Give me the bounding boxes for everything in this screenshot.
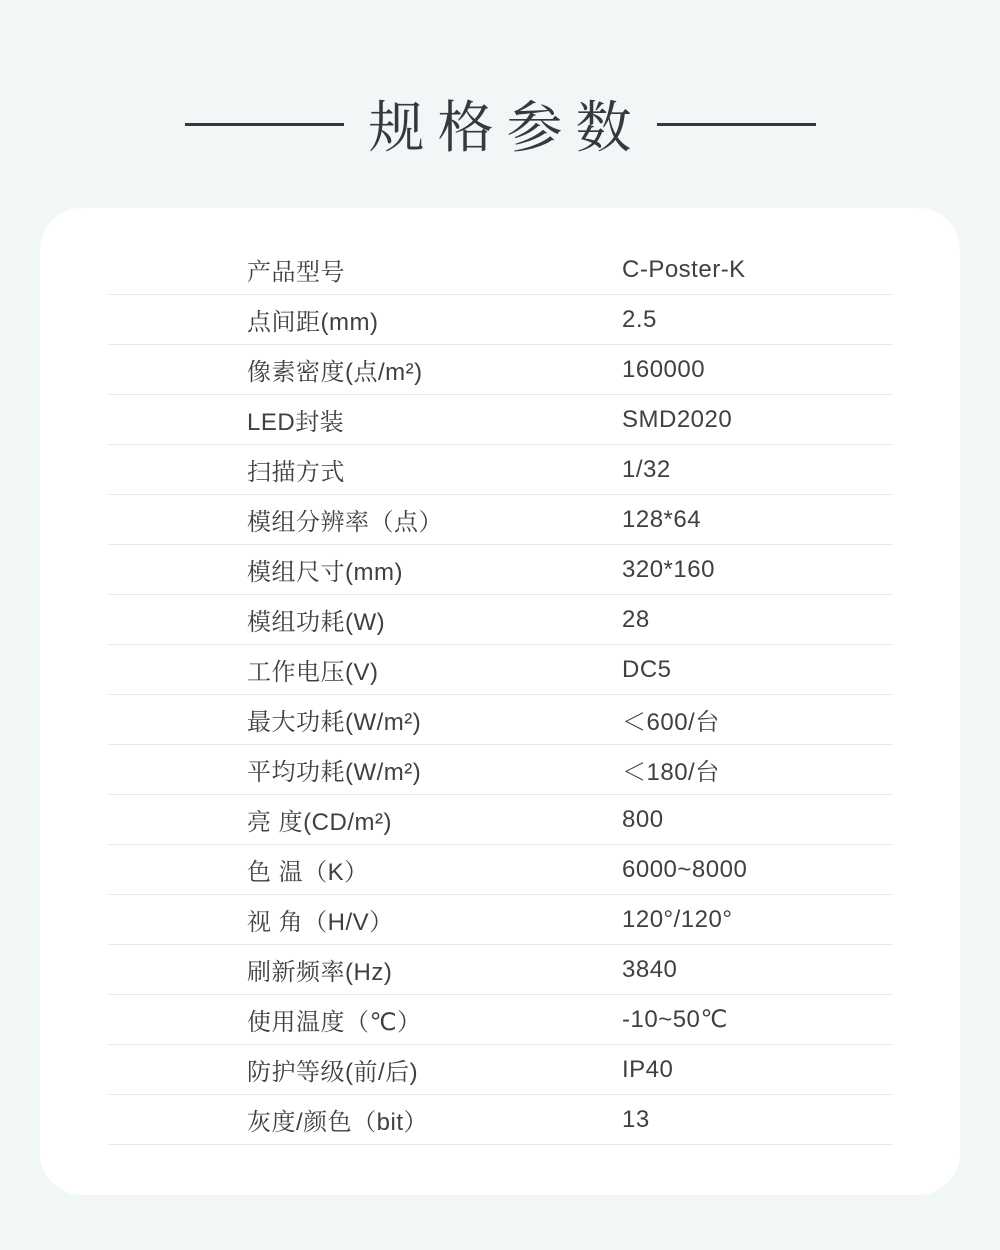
spec-label: 使用温度（℃） <box>247 1009 422 1036</box>
spec-row <box>108 1095 893 1145</box>
spec-label: 平均功耗(W/m²) <box>247 759 422 786</box>
spec-value: 6000~8000 <box>622 855 748 883</box>
spec-row <box>108 895 893 945</box>
spec-row <box>108 545 893 595</box>
spec-value: 1/32 <box>622 455 671 483</box>
spec-card <box>40 208 960 1195</box>
spec-row <box>108 945 893 995</box>
spec-row <box>108 295 893 345</box>
spec-row <box>108 695 893 745</box>
spec-value: 800 <box>622 805 664 833</box>
spec-value: IP40 <box>622 1055 674 1083</box>
title-left-dash <box>185 123 344 126</box>
spec-label: 视 角（H/V） <box>247 909 394 936</box>
spec-table <box>108 245 893 1145</box>
spec-value: 320*160 <box>622 555 715 583</box>
spec-row <box>108 995 893 1045</box>
spec-value: 160000 <box>622 355 706 383</box>
spec-value: -10~50℃ <box>622 1006 728 1033</box>
spec-row <box>108 595 893 645</box>
spec-row <box>108 245 893 295</box>
spec-label: 点间距(mm) <box>247 309 379 336</box>
spec-value: ＜600/台 <box>622 709 720 736</box>
spec-value: 2.5 <box>622 305 657 333</box>
spec-label: 刷新频率(Hz) <box>247 959 393 986</box>
spec-row <box>108 745 893 795</box>
spec-row <box>108 1045 893 1095</box>
spec-value: DC5 <box>622 655 672 683</box>
spec-label: 色 温（K） <box>247 859 369 886</box>
spec-label: LED封装 <box>247 409 345 436</box>
spec-row <box>108 845 893 895</box>
spec-value: C-Poster-K <box>622 255 746 283</box>
spec-label: 最大功耗(W/m²) <box>247 709 422 736</box>
spec-row <box>108 345 893 395</box>
title-right-dash <box>657 123 816 126</box>
spec-value: ＜180/台 <box>622 759 720 786</box>
spec-label: 模组功耗(W) <box>247 609 386 636</box>
spec-label: 模组分辨率（点） <box>247 509 443 536</box>
spec-label: 防护等级(前/后) <box>247 1059 419 1086</box>
spec-label: 像素密度(点/m²) <box>247 359 423 386</box>
spec-label: 扫描方式 <box>247 459 345 486</box>
spec-row <box>108 395 893 445</box>
section-title <box>0 86 1000 162</box>
spec-label: 产品型号 <box>247 259 345 286</box>
spec-row <box>108 795 893 845</box>
page-title: 规格参数 <box>368 96 645 159</box>
spec-value: 3840 <box>622 955 678 983</box>
spec-value: SMD2020 <box>622 405 733 433</box>
spec-label: 亮 度(CD/m²) <box>247 809 392 836</box>
spec-value: 28 <box>622 605 650 633</box>
spec-value: 120°/120° <box>622 905 733 933</box>
spec-row <box>108 645 893 695</box>
spec-row <box>108 495 893 545</box>
spec-label: 工作电压(V) <box>247 659 379 686</box>
spec-value: 128*64 <box>622 505 702 533</box>
spec-label: 灰度/颜色（bit） <box>247 1109 429 1136</box>
spec-value: 13 <box>622 1105 650 1133</box>
spec-row <box>108 445 893 495</box>
spec-label: 模组尺寸(mm) <box>247 559 403 586</box>
